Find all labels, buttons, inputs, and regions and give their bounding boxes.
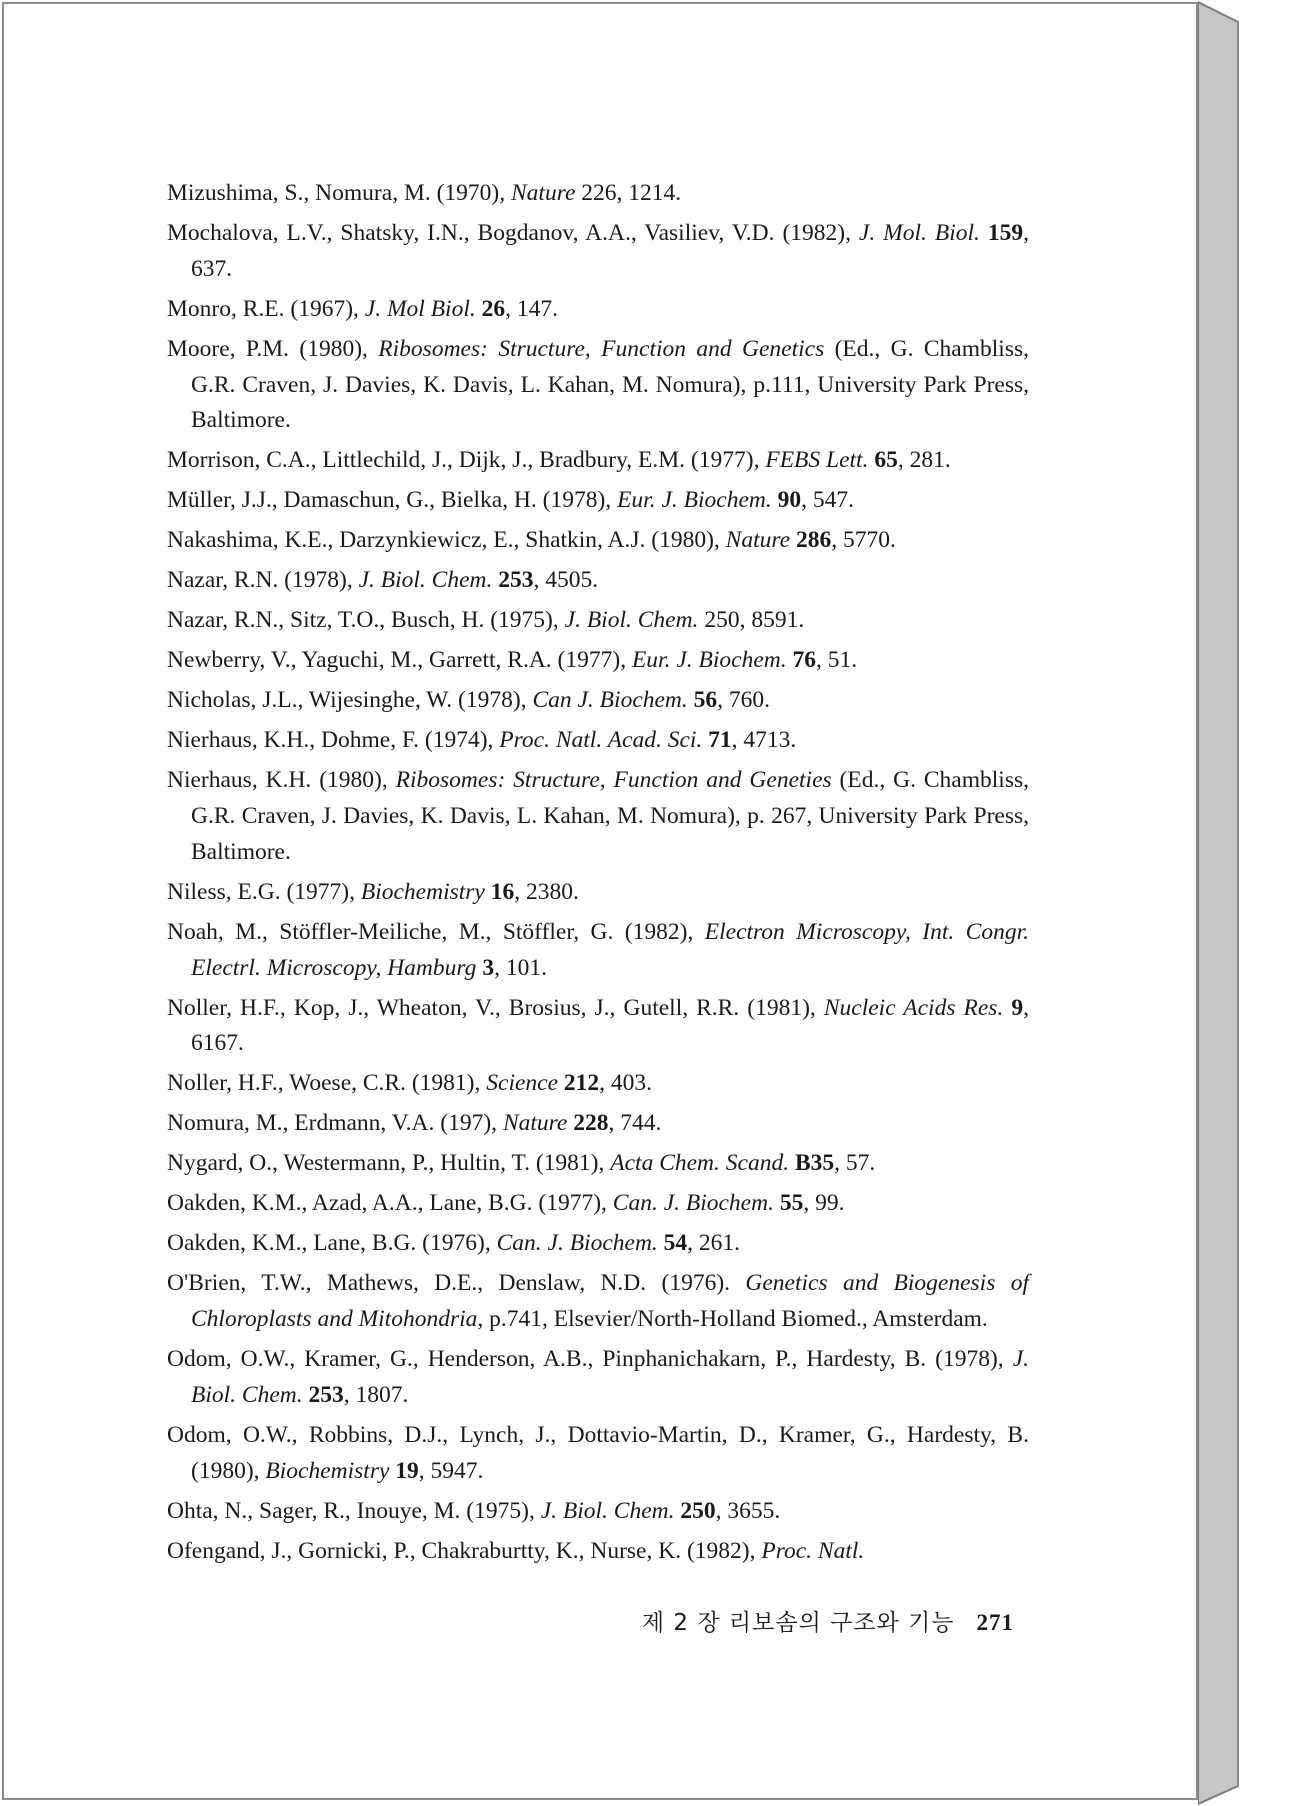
reference-text: Noller, H.F., Kop, J., Wheaton, V., Brosius, J., Gutell, R.R. (1981), [167,994,824,1021]
reference-volume: 253 [498,567,534,594]
reference-entry [167,443,1029,479]
reference-title: Nucleic Acids Res. [823,994,1004,1021]
reference-text: (Ed., G. Chambliss, G.R. Craven, J. Davies, K. Davis, L. Kahan, M. Nomura), p. 267, University Park Press, Baltimore. [191,767,1029,865]
reference-entry [167,1226,1029,1262]
reference-entry [167,332,1029,439]
reference-text: , 3655. [715,1497,781,1524]
reference-text: Niless, E.G. (1977), [167,878,361,905]
book-page [2,2,1198,1800]
reference-text: (Ed., G. Chambliss, G.R. Craven, J. Davies, K. Davis, L. Kahan, M. Nomura), p.111, University Park Press, Baltimore. [191,335,1029,434]
reference-text: Nazar, R.N., Sitz, T.O., Busch, H. (1975), [167,607,565,634]
reference-volume: 16 [490,878,515,905]
reference-entry [167,763,1029,870]
reference-title: Electron Microscopy, Int. Congr. Electrl. Microscopy, Hamburg [191,918,1029,981]
reference-text: Ofengand, J., Gornicki, P., Chakraburtty, K., Nurse, K. (1982), [167,1537,762,1564]
reference-text: Nierhaus, K.H., Dohme, F. (1974), [167,727,500,754]
reference-entry [167,1106,1029,1142]
reference-title: J. Biol. Chem. [191,1346,1029,1408]
reference-title: Ribosomes: Structure, Function and Geneties [395,767,832,794]
reference-title: FEBS Lett. [765,447,869,474]
reference-text: 250, 8591. [698,607,805,634]
reference-volume: 3 [482,954,495,981]
reference-title: Can J. Biochem. [532,687,688,714]
reference-title: J. Biol. Chem. [540,1497,675,1524]
reference-text: Odom, O.W., Kramer, G., Henderson, A.B., Pinphanichakarn, P., Hardesty, B. (1978), [167,1346,1013,1373]
reference-text: , 2380. [514,878,579,905]
reference-title: Science [486,1070,559,1097]
reference-text: , 637. [191,219,1029,282]
reference-entry [167,523,1029,559]
running-footer-chapter: 제 2 장 리보솜의 구조와 기능 [641,1610,955,1636]
reference-text: Oakden, K.M., Azad, A.A., Lane, B.G. (1977), [167,1190,613,1217]
reference-volume: 9 [1011,994,1024,1021]
reference-text: Ohta, N., Sager, R., Inouye, M. (1975), [167,1497,541,1524]
page-footer [624,1604,1014,1637]
reference-title: Acta Chem. Scand. [610,1150,790,1177]
reference-text: Nygard, O., Westermann, P., Hultin, T. (1981), [167,1150,611,1177]
reference-volume: 56 [693,687,718,714]
reference-volume: 55 [779,1190,804,1217]
reference-entry [167,292,1029,328]
reference-text: O'Brien, T.W., Mathews, D.E., Denslaw, N.D. (1976). [167,1270,746,1297]
reference-text: , p.741, Elsevier/North-Holland Biomed., Amsterdam. [477,1306,988,1333]
reference-text: , 101. [494,954,547,981]
reference-title: Proc. Natl. [761,1537,865,1564]
reference-text: , 99. [803,1190,845,1217]
reference-entry [167,1494,1029,1530]
reference-text: Oakden, K.M., Lane, B.G. (1976), [167,1230,497,1257]
reference-entry [167,875,1029,911]
reference-text: Müller, J.J., Damaschun, G., Bielka, H. (1978), [167,487,618,514]
reference-entry [167,1418,1029,1490]
reference-title: Biochemistry [360,878,485,905]
reference-text: Moore, P.M. (1980), [167,335,379,362]
reference-text: , 281. [897,447,951,474]
reference-volume: 26 [481,295,506,322]
reference-volume: 228 [573,1110,609,1137]
reference-title: Can. J. Biochem. [496,1230,658,1257]
reference-volume: 76 [792,647,816,674]
reference-volume: 71 [708,727,732,754]
reference-title: Can. J. Biochem. [612,1190,774,1217]
page-number: 271 [976,1610,1014,1635]
reference-entry [167,1146,1029,1182]
reference-volume: B35 [794,1150,835,1177]
reference-entry [167,683,1029,719]
reference-text: Noah, M., Stöffler-Meiliche, M., Stöffler, G. (1982), [167,918,705,945]
reference-entry [167,723,1029,759]
reference-entry [167,603,1029,639]
reference-list [167,176,1029,1574]
reference-text: , 4713. [731,727,797,754]
reference-volume: 286 [795,527,832,554]
reference-entry [167,563,1029,599]
reference-text: , 4505. [533,567,599,594]
reference-title: J. Biol. Chem. [358,567,493,594]
reference-text: , 5947. [418,1457,484,1484]
reference-text: , 547. [801,487,854,514]
reference-text: , 5770. [831,527,896,554]
reference-text: , 403. [599,1070,653,1097]
reference-text: Nomura, M., Erdmann, V.A. (197), [167,1110,503,1137]
reference-text: Odom, O.W., Robbins, D.J., Lynch, J., Dottavio-Martin, D., Kramer, G., Hardesty, B. (1980), [167,1421,1029,1484]
reference-volume: 250 [680,1497,716,1524]
reference-title: J. Mol Biol. [364,295,476,322]
reference-entry [167,1266,1029,1338]
reference-volume: 253 [308,1381,344,1408]
reference-title: J. Mol. Biol. [858,219,980,246]
reference-title: Eur. J. Biochem. [617,487,772,514]
reference-entry [167,216,1029,288]
reference-entry [167,991,1029,1063]
reference-text: Morrison, C.A., Littlechild, J., Dijk, J., Bradbury, E.M. (1977), [167,447,766,474]
reference-text: , 51. [816,647,858,674]
reference-title: Nature [502,1110,568,1137]
reference-title: Nature [511,180,576,206]
reference-title: J. Biol. Chem. [564,607,699,634]
reference-volume: 159 [987,219,1024,246]
reference-volume: 65 [874,447,898,474]
reference-text: Nazar, R.N. (1978), [167,567,359,594]
reference-text: Nicholas, J.L., Wijesinghe, W. (1978), [167,687,533,714]
reference-text: Nakashima, K.E., Darzynkiewicz, E., Shatkin, A.J. (1980), [167,527,726,554]
reference-entry [167,483,1029,519]
reference-text: Nierhaus, K.H. (1980), [167,767,396,794]
reference-title: Genetics and Biogenesis of Chloroplasts and Mitohondria [191,1270,1029,1333]
page-edge-spine [1198,0,1309,1806]
reference-entry [167,1186,1029,1222]
reference-volume: 54 [663,1230,688,1257]
reference-text: Newberry, V., Yaguchi, M., Garrett, R.A. (1977), [167,647,632,674]
reference-text: , 744. [608,1110,662,1137]
reference-volume: 212 [563,1070,600,1097]
reference-title: Nature [725,527,791,554]
reference-text [980,220,988,246]
reference-title: Biochemistry [265,1457,390,1484]
reference-entry [167,915,1029,987]
reference-text: Monro, R.E. (1967), [167,295,365,322]
reference-entry [167,176,1029,212]
reference-text: , 147. [505,295,558,322]
reference-volume: 90 [777,487,802,514]
reference-title: Ribosomes: Structure, Function and Genetics [378,335,825,362]
reference-entry [167,643,1029,679]
reference-text: , 57. [834,1150,876,1177]
reference-entry [167,1342,1029,1414]
reference-text: 226, 1214. [575,180,682,206]
reference-text: Mochalova, L.V., Shatsky, I.N., Bogdanov, A.A., Vasiliev, V.D. (1982), [167,219,859,246]
reference-title: Eur. J. Biochem. [631,647,787,674]
reference-volume: 19 [395,1457,419,1484]
reference-title: Proc. Natl. Acad. Sci. [499,727,703,754]
reference-text: , 6167. [191,994,1029,1057]
reference-text: Mizushima, S., Nomura, M. (1970), [167,180,511,206]
reference-entry [167,1066,1029,1102]
reference-text: , 760. [717,687,771,714]
reference-text: Noller, H.F., Woese, C.R. (1981), [167,1070,487,1097]
reference-text: , 1807. [343,1381,409,1408]
reference-entry [167,1534,1029,1570]
reference-text: , 261. [687,1230,741,1257]
